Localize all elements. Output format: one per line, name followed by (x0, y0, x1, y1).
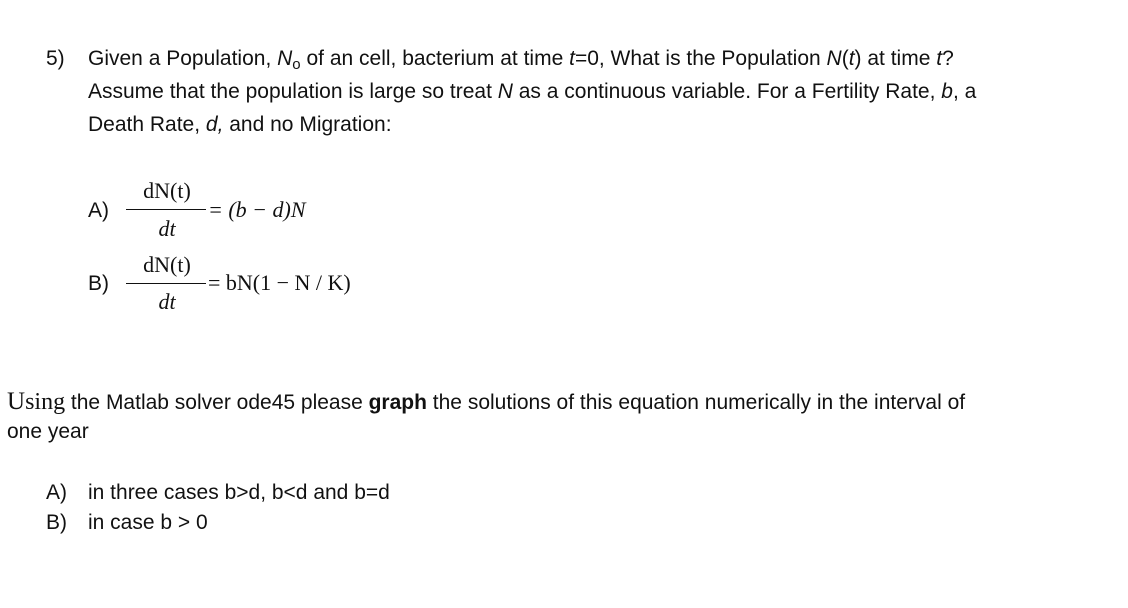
equation-b-label: B) (88, 272, 109, 295)
symbol-b: b (941, 80, 953, 103)
bold-word: graph (368, 391, 427, 414)
case-b-text: in case b > 0 (88, 511, 208, 534)
text-segment: of an cell, bacterium at time (300, 47, 570, 70)
case-a-text: in three cases b>d, b<d and b=d (88, 481, 390, 504)
text-segment: ( (841, 47, 849, 70)
equation-a-denominator: dt (158, 216, 176, 241)
text-segment: the Matlab solver ode45 please (65, 391, 369, 414)
text-segment: ? (942, 47, 954, 70)
equation-b-numerator: dN(t) (143, 252, 191, 277)
text-segment: the solutions of this equation numerically in the interval of (426, 391, 966, 414)
equation-a-rhs: = (b − d)N (208, 197, 306, 222)
equation-a-numerator: dN(t) (143, 178, 191, 203)
text-segment: as a continuous variable. For a Fertility Rate, (512, 80, 942, 103)
subscript-zero: o (292, 56, 301, 73)
case-a-label: A) (46, 481, 67, 504)
instruction-line-1 (7, 388, 965, 416)
text-segment: =0, What is the Population (574, 47, 827, 70)
text-segment: Assume that the population is large so treat (88, 80, 498, 103)
equation-a-label: A) (88, 199, 109, 222)
symbol-n: N (826, 47, 842, 70)
symbol-t: t (848, 47, 855, 70)
case-b-label: B) (46, 511, 67, 534)
text-segment: and no Migration: (223, 113, 392, 136)
equation-b-rhs: = bN(1 − N / K) (208, 270, 351, 295)
instruction-line-2: one year (7, 420, 89, 443)
symbol-d: d, (205, 113, 224, 136)
text-segment: ) at time (854, 47, 937, 70)
question-line-1 (88, 47, 954, 71)
symbol-n: N (497, 80, 513, 103)
text-segment: Given a Population, (88, 47, 278, 70)
question-line-2 (88, 80, 976, 104)
symbol-n0: N (277, 47, 293, 70)
instruction-word-rest: sing (25, 389, 66, 415)
text-segment: , a (952, 80, 977, 103)
question-line-3 (88, 113, 392, 137)
equation-b-denominator: dt (158, 289, 176, 314)
instruction-first-letter: U (7, 388, 26, 415)
equation-b-fraction-bar (126, 283, 206, 284)
equation-a-fraction-bar (126, 209, 206, 210)
text-segment: Death Rate, (88, 113, 206, 136)
symbol-t: t (936, 47, 943, 70)
symbol-t: t (569, 47, 575, 70)
question-number: 5) (46, 47, 65, 70)
